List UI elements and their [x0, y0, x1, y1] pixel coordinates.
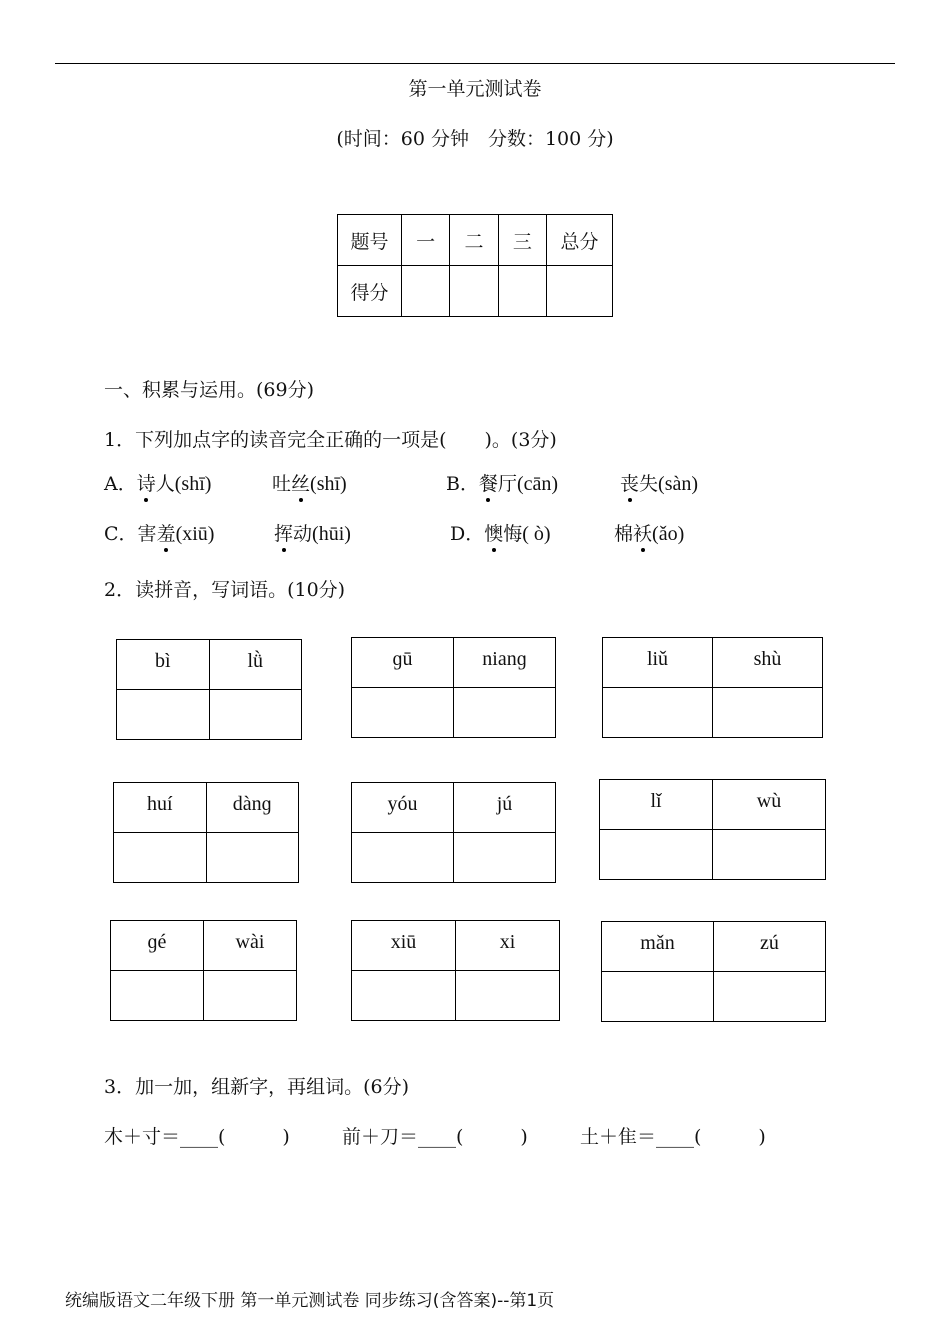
dotted-char: 诗	[137, 469, 156, 496]
answer-cell[interactable]	[713, 688, 823, 738]
pinyin-cell: wù	[713, 780, 826, 830]
fill-blank-item[interactable]: 土＋隹＝____( )	[580, 1126, 766, 1148]
score-input-cell[interactable]	[498, 266, 546, 317]
pinyin-cell: liǔ	[603, 638, 713, 688]
dotted-char: 羞	[157, 519, 176, 546]
pinyin-box	[602, 637, 823, 738]
section-heading: 一、积累与运用。(69分)	[104, 379, 315, 401]
dotted-char: 餐	[479, 469, 498, 496]
pinyin-box	[116, 639, 302, 740]
pinyin-cell: nianɡ	[454, 638, 556, 688]
score-input-cell[interactable]	[401, 266, 449, 317]
answer-cell[interactable]	[117, 690, 210, 740]
pinyin: (sàn)	[658, 473, 699, 495]
score-input-cell[interactable]	[547, 266, 613, 317]
option-label: A．	[104, 473, 137, 495]
score-table	[337, 214, 613, 317]
pinyin-cell: mǎn	[602, 922, 714, 972]
option-a[interactable]	[104, 469, 211, 496]
score-table-score-row	[338, 266, 613, 317]
option-c[interactable]	[104, 519, 214, 546]
question-1-stem: 1．下列加点字的读音完全正确的一项是( )。(3分)	[104, 429, 557, 451]
pinyin-cell: lǐ	[600, 780, 713, 830]
option-a-word2	[272, 469, 347, 496]
answer-cell[interactable]	[206, 833, 299, 883]
pinyin-cell: ɡé	[111, 921, 204, 971]
option-c-word2	[274, 519, 351, 546]
answer-cell[interactable]	[111, 971, 204, 1021]
pinyin-cell: bì	[117, 640, 210, 690]
pinyin: (ǎo)	[652, 523, 685, 545]
word-char: 吐	[272, 473, 292, 495]
pinyin-cell: wài	[204, 921, 297, 971]
pinyin: (xiū)	[175, 523, 215, 545]
answer-cell[interactable]	[454, 688, 556, 738]
pinyin-cell: yóu	[352, 783, 454, 833]
pinyin-cell: ɡū	[352, 638, 454, 688]
option-label: D．	[450, 523, 485, 545]
word-char: 悔	[503, 523, 523, 545]
word-char: 人	[155, 473, 175, 495]
dotted-char: 懊	[484, 519, 503, 546]
exam-info: (时间：60 分钟 分数：100 分)	[336, 128, 614, 150]
word-char: 棉	[614, 523, 634, 545]
pinyin-cell: shù	[713, 638, 823, 688]
word-char: 动	[293, 523, 313, 545]
pinyin-cell: zú	[714, 922, 826, 972]
option-b-word2	[620, 469, 698, 496]
fill-blank-item[interactable]: 前＋刀＝____( )	[342, 1126, 528, 1148]
answer-cell[interactable]	[352, 971, 456, 1021]
answer-cell[interactable]	[600, 830, 713, 880]
pinyin-cell: jú	[454, 783, 556, 833]
score-input-cell[interactable]	[450, 266, 498, 317]
answer-cell[interactable]	[602, 972, 714, 1022]
answer-cell[interactable]	[603, 688, 713, 738]
word-char: 厅	[497, 473, 517, 495]
answer-cell[interactable]	[456, 971, 560, 1021]
answer-cell[interactable]	[114, 833, 207, 883]
pinyin-cell: xi	[456, 921, 560, 971]
question-3-stem: 3．加一加，组新字，再组词。(6分)	[104, 1076, 410, 1098]
page-footer: 统编版语文二年级下册 第一单元测试卷 同步练习(含答案)--第1页	[65, 1291, 555, 1311]
answer-cell[interactable]	[352, 688, 454, 738]
pinyin: (shī)	[174, 473, 212, 495]
score-cell: 题号	[338, 215, 402, 266]
answer-cell[interactable]	[209, 690, 302, 740]
score-cell: 得分	[338, 266, 402, 317]
pinyin: (cān)	[517, 473, 559, 495]
pinyin: ( ò)	[522, 523, 551, 545]
pinyin-cell: xiū	[352, 921, 456, 971]
pinyin-cell: dànɡ	[206, 783, 299, 833]
answer-cell[interactable]	[204, 971, 297, 1021]
word-char: 失	[639, 473, 659, 495]
score-cell: 三	[498, 215, 546, 266]
score-cell: 一	[401, 215, 449, 266]
answer-cell[interactable]	[454, 833, 556, 883]
pinyin: (hūi)	[312, 523, 351, 545]
option-label: C．	[104, 523, 138, 545]
pinyin-box	[599, 779, 826, 880]
pinyin-box	[351, 782, 556, 883]
option-d[interactable]	[450, 519, 551, 546]
top-rule	[55, 63, 895, 64]
pinyin-cell: lǜ	[209, 640, 302, 690]
dotted-char: 挥	[274, 519, 293, 546]
dotted-char: 袄	[633, 519, 652, 546]
answer-cell[interactable]	[352, 833, 454, 883]
pinyin: (shī)	[310, 473, 347, 495]
score-table-header-row	[338, 215, 613, 266]
option-label: B．	[446, 473, 479, 495]
pinyin-box	[351, 920, 560, 1021]
pinyin-cell: huí	[114, 783, 207, 833]
option-d-word2	[614, 519, 684, 546]
question-2-stem: 2．读拼音，写词语。(10分)	[104, 579, 346, 601]
pinyin-box	[601, 921, 826, 1022]
page-title: 第一单元测试卷	[408, 78, 542, 100]
score-cell: 二	[450, 215, 498, 266]
pinyin-box	[351, 637, 556, 738]
word-char: 害	[137, 523, 157, 545]
pinyin-box	[110, 920, 297, 1021]
answer-cell[interactable]	[713, 830, 826, 880]
score-cell: 总分	[547, 215, 613, 266]
dotted-char: 丧	[620, 469, 639, 496]
pinyin-box	[113, 782, 299, 883]
answer-cell[interactable]	[714, 972, 826, 1022]
dotted-char: 丝	[291, 469, 310, 496]
fill-blank-item[interactable]: 木＋寸＝____( )	[104, 1126, 290, 1148]
option-b[interactable]	[446, 469, 558, 496]
